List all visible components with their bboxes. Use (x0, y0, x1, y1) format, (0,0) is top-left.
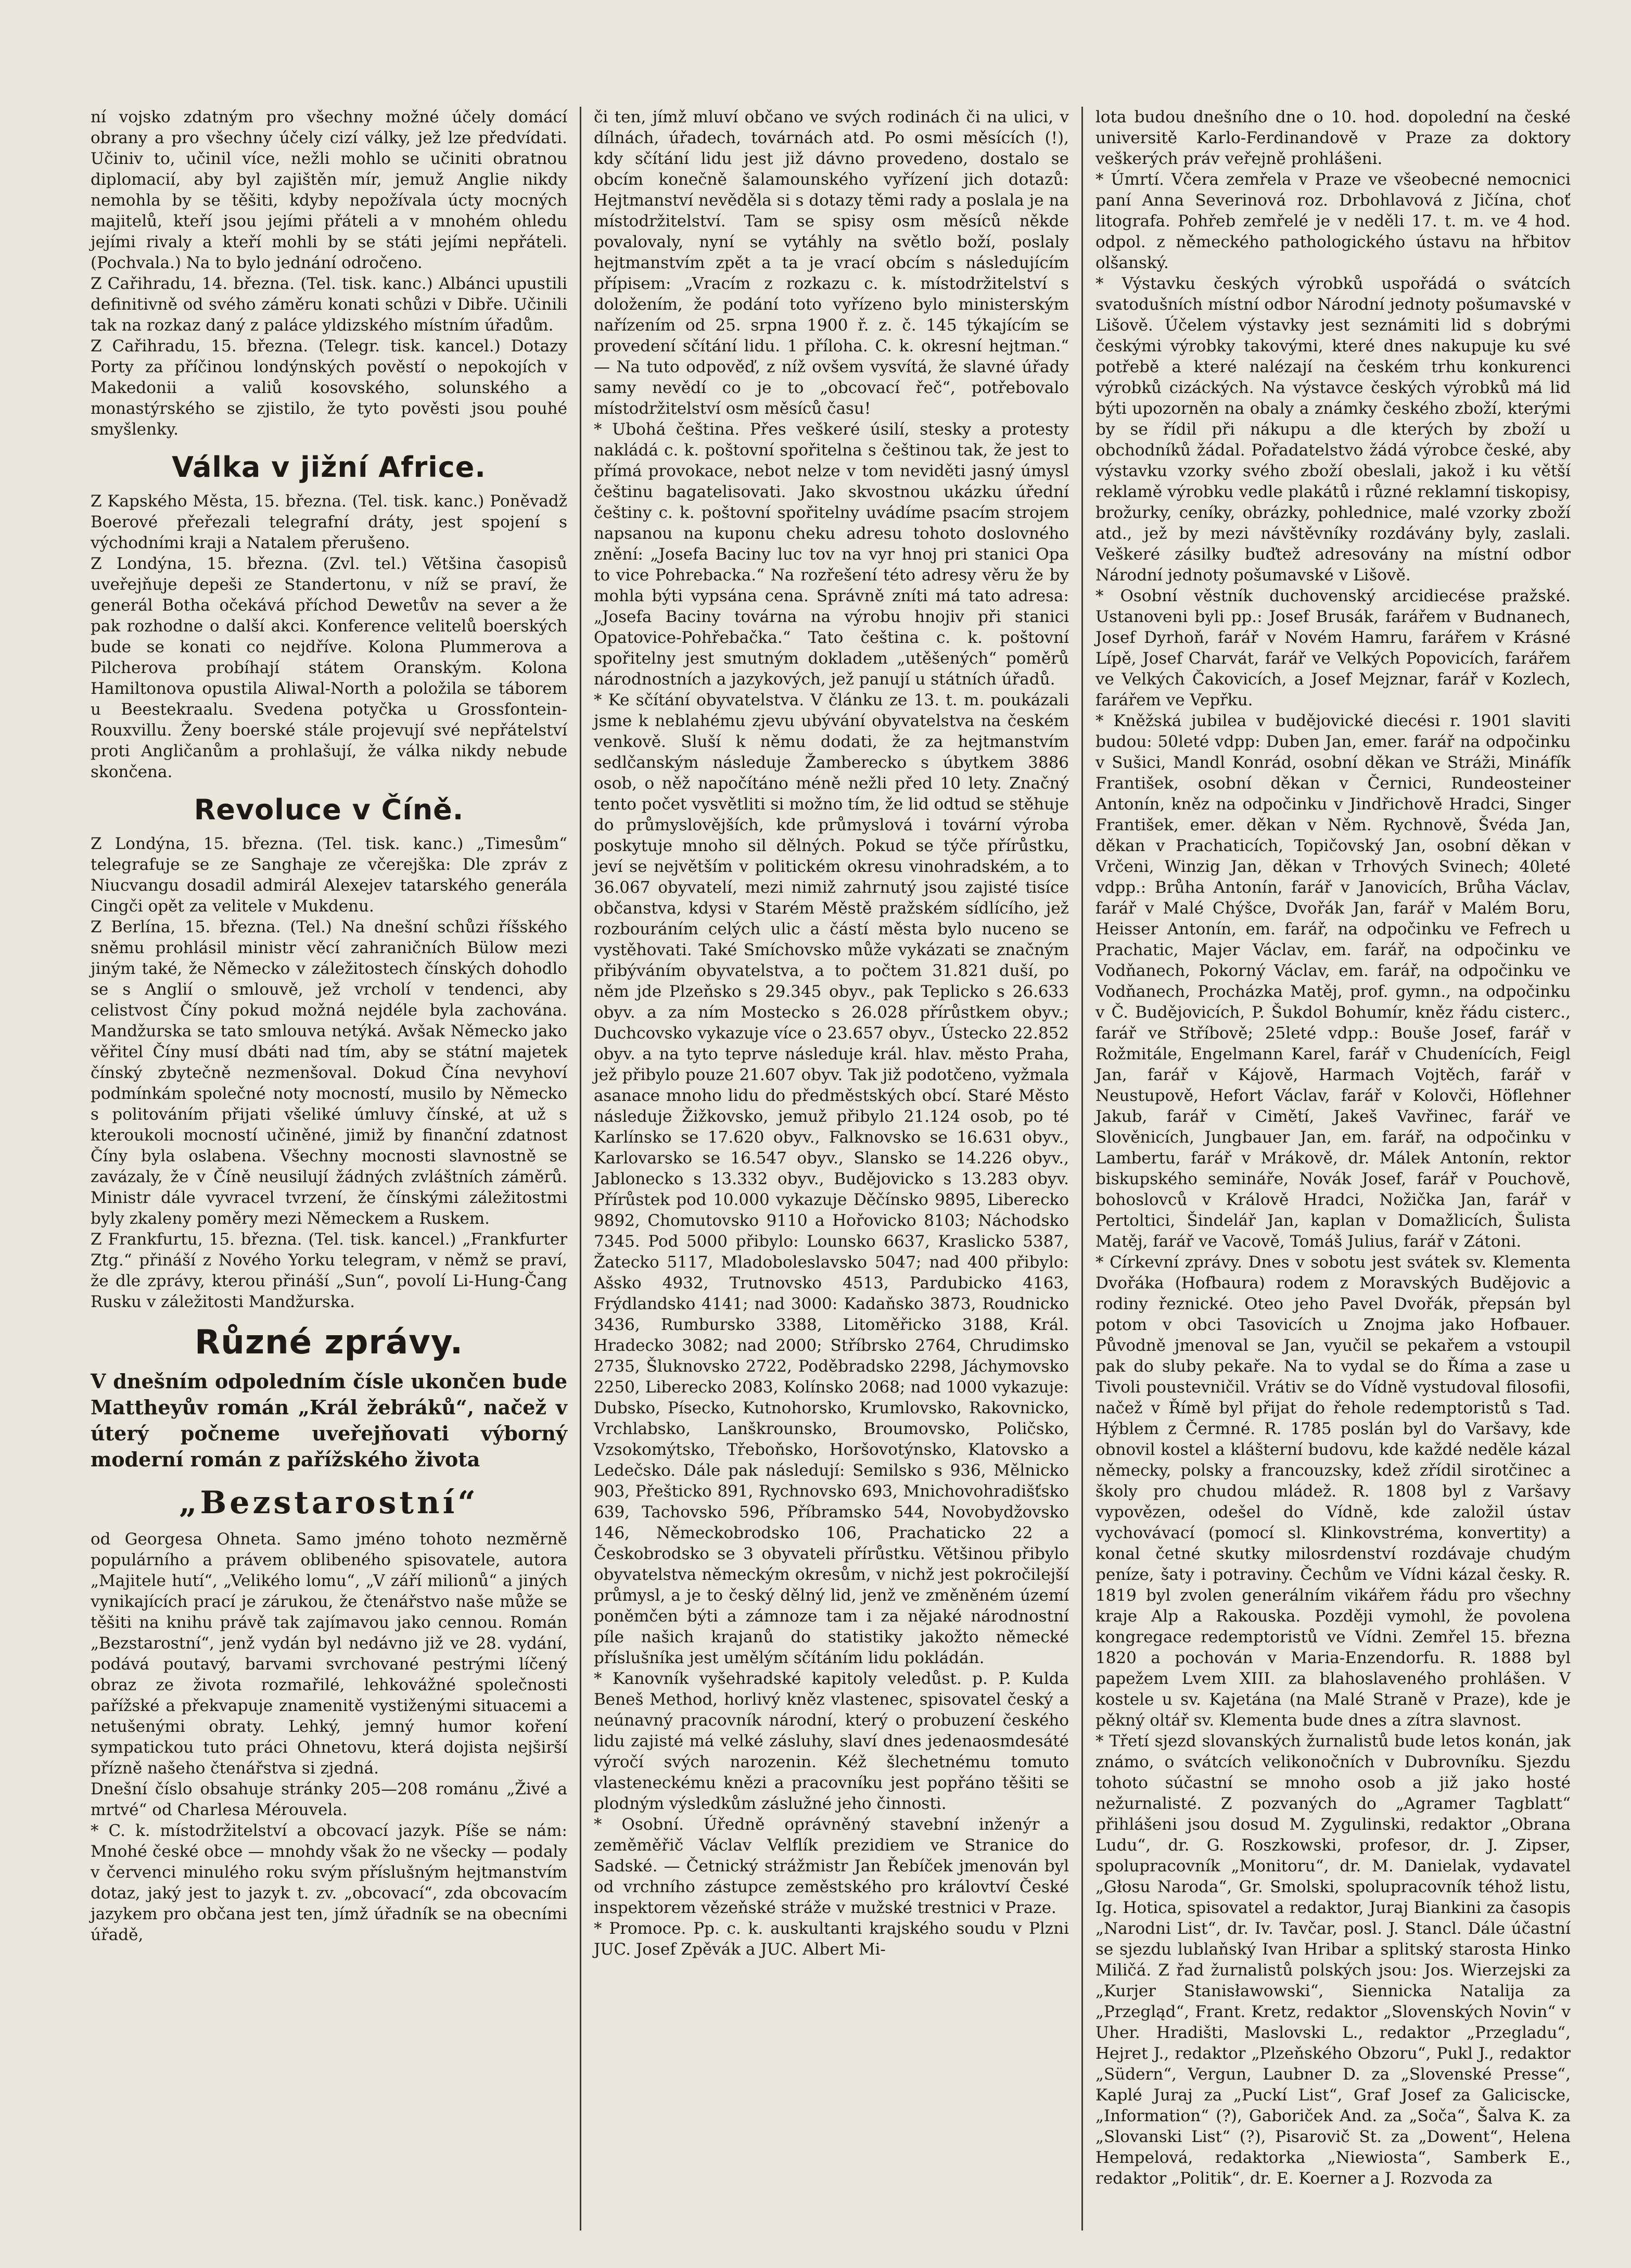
column-2 (580, 107, 1081, 2231)
article-paragraph: lota budou dnešního dne o 10. hod. dopolední na české universitě Karlo-Ferdinandově v Praze za doktory veškerých práv veřejně prohlášeni. (1095, 108, 1571, 168)
article-paragraph: * Ubohá čeština. Přes veškeré úsilí, stesky a protesty nakládá c. k. poštovní spořitelna s češtinou tak, že jest to přímá provokace, nebot nelze v tom neviděti jasný úmysl češtinu bagatelisovati. Jako skvostnou ukázku úřední češtiny c. k. poštovní spořitelny uvádíme psacím strojem napsanou na kuponu cheku adresu tohoto doslovného znění: „Josefa Baciny luc tov na vyr hnoj pri stanici Opa to vice Pohrebacka.“ Na rozřešení této adresy věru že by mohla býti vypsána cena. Správně zníti má tato adresa: „Josefa Baciny továrna na výrobu hnojiv při stanici Opatovice-Pohřebačka.“ Tato čeština c. k. poštovní spořitelny jest smutným dokladem „utěšených“ poměrů národnostních a jazykových, jež panují u státních úřadů. (594, 420, 1069, 689)
novel-notice: V dnešním odpoledním čísle ukončen bude Mattheyův román „Král žebráků“, načež v úterý počneme uveřejňovati výborný moderní román z pařížského života (91, 1370, 567, 1471)
article-paragraph: * Osobní. Úředně oprávněný stavební inženýr a zeměměřič Václav Velflík prezidiem ve Stranice do Sadské. — Četnický strážmistr Jan Řebíček jmenován byl od vrchního zástupce zeměstského pro královtví České inspektorem vězeňské stráže v mužské trestnici v Praze. (594, 1815, 1069, 1917)
article-paragraph: ní vojsko zdatným pro všechny možné účely domácí obrany a pro všechny účely cizí války, jež lze předvídati. Učiniv to, učinil více, nežli mohlo se učiniti obratnou diplomacií, aby byl zajištěn mír, jemuž Anglie nikdy nemohla by se těšiti, kdyby nepožívala úcty mocných majitelů, kteří jsou jejími přáteli a v mnohém ohledu jejími rivaly a kteří mohli by se státi jejími nepřáteli. (Pochvala.) Na to bylo jednání odročeno. (91, 108, 567, 272)
article-paragraph: * Církevní zprávy. Dnes v sobotu jest svátek sv. Klementa Dvořáka (Hofbaura) rodem z Moravských Budějovic a rodiny řeznické. Oteo jeho Pavel Dvořák, přepsán byl potom v obci Tasovicích u Znojma jako Hofbauer. Původně jmenoval se Jan, vyučil se pekařem a vstoupil pak do sluby pekaře. Na to vydal se do Říma a zase u Tivoli poustevničil. Vrátiv se do Vídně vystudoval filosofii, načež v Římě byl přijat do řehole redemptoristů s Tad. Hýblem z Čermné. R. 1785 poslán byl do Varšavy, kde obnovil kostel a klášterní budovu, kde každé neděle kázal německy, polsky a francouzsky, kdež zřídil sirotčinec a školy pro chudou mládež. R. 1808 byl z Varšavy vypovězen, odešel do Vídně, kde založil ústav vychovávací (pomocí sl. Klinkovstréma, konvertity) a konal četné skutky milosrdenství rozdávaje chudým peníze, šaty i potraviny. Čechům ve Vídni kázal česky. R. 1819 byl zvolen generálním vikářem řádu pro všechny kraje Alp a Rakouska. Později vymohl, že povolena kongregace redemptoristů ve Vídni. Zemřel 15. března 1820 a pochován v Maria-Enzendorfu. R. 1888 byl papežem Lvem XIII. za blahoslaveného prohlášen. V kostele u sv. Kajetána (na Malé Straně v Praze), kde je pěkný oltář sv. Klementa bude dnes a zítra slavnost. (1095, 1253, 1571, 1730)
columns (78, 107, 1600, 2237)
section-heading: Revoluce v Číně. (194, 793, 464, 826)
article-paragraph: * Promoce. Pp. c. k. auskultanti krajského soudu v Plzni JUC. Josef Zpěvák a JUC. Albert Mi- (594, 1919, 1069, 1959)
article-paragraph: * Výstavku českých výrobků uspořádá o svátcích svatodušních místní odbor Národní jednoty pošumavské v Lišově. Účelem výstavky jest seznámiti lid s dobrými českými výrobky takovými, které dnes nakupuje ku své potřebě a které nalézají na českém trhu konkurenci výrobků cizáckých. Na výstavce českých výrobků má lid býti upozorněn na obaly a známky českého zboží, kterými by se řídil při nákupu a dle kterých by zboží u obchodníků žádal. Pořadatelstvo žádá výrobce české, aby výstavku vzorky svého zboží obeslali, jakož i ku větší reklamě výrobku vedle plakátů i různé reklamní tiskopisy, brožurky, ceníky, obrázky, pohlednice, malé vzorky zboží atd., jež by mezi návštěvníky rozdávány byly, zaslali. Veškeré zásilky buďtež adresovány na místní odbor Národní jednoty pošumavské v Lišově. (1095, 274, 1571, 585)
article-paragraph: Z Londýna, 15. března. (Tel. tisk. kanc.) „Timesům“ telegrafuje se ze Sanghaje ze včerejška: Dle zpráv z Niucvangu dosadil admirál Alexejev tatarského generála Cingči opět za velitele v Mukdenu. (91, 834, 567, 916)
article-paragraph: Z Frankfurtu, 15. března. (Tel. tisk. kancel.) „Frankfurter Ztg.“ přináší z Nového Yorku telegram, v němž se praví, že dle zprávy, kterou přináší „Sun“, povolí Li-Hung-Čang Rusku v záležitosti Mandžurska. (91, 1230, 567, 1311)
novel-title: „Bezstarostní“ (179, 1485, 479, 1521)
article-paragraph: * C. k. místodržitelství a obcovací jazyk. Píše se nám: Mnohé české obce — mnohdy však žo ne všecky — podaly v červenci minulého roku svým příslušným hejtmanstvím dotaz, jaký jest to jazyk t. zv. „obcovací“, zda obcovacím jazykem pro občana jest ten, jímž úřadník se na obecními úřadě, (91, 1821, 567, 1944)
section-heading: Různé zprávy. (194, 1323, 464, 1362)
article-paragraph: od Georgesa Ohneta. Samo jméno tohoto nezměrně populárního a právem oblibeného spisovatele, autora „Majitele hutí“, „Velikého lomu“, „V září milionů“ a jiných vynikajících prací je zárukou, že čtenářstvo naše může se těšiti na knihu právě tak zajímavou jako cennou. Román „Bezstarostní“, jenž vydán byl nedávno již ve 28. vydání, podává poutavý, barvami svrchované pestrými líčený obraz ze života rozmařilé, lehkovážné společnosti pařížské a překvapuje znamenitě vystiženými situacemi a netušenými obraty. Lehký, jemný humor koření sympatickou tuto práci Ohnetovu, která dojista nejširší přízně našeho čtenářstva si zjedná. (91, 1530, 567, 1778)
article-paragraph: * Ke sčítání obyvatelstva. V článku ze 13. t. m. poukázali jsme k neblahému zjevu ubývání obyvatelstva na českém venkově. Sluší k němu dodati, že za hejtmanstvím sedlčanským následuje Žamberecko s úbytkem 3886 osob, o něž napočítáno méně nežli před 10 lety. Značný tento počet vysvětliti si možno tím, že lid odtud se stěhuje do průmyslovějších, kde průmyslová i tovární výroba poskytuje mnoho sil dělných. Pokud se týče přírůstku, jeví se největším v politickém okresu vinohradském, a to 36.067 obyvatelí, mezi nimiž zahrnutý jsou zajisté tisíce občanstva, kdysi v Starém Městě pražském sídlícího, jež rozbouráním celých ulic a částí města bylo nuceno se vystěhovati. Také Smíchovsko může vykázati se značným přibýváním obyvatelstva, a to počtem 31.821 duší, po něm jde Plzeňsko s 29.345 obyv., pak Teplicko s 26.633 obyv. a za ním Mostecko s 26.028 přírůstkem obyv.; Duchcovsko vykazuje více o 23.657 obyv., Ústecko 22.852 obyv. a na tyto teprve následuje král. hlav. město Praha, jež přibylo pouze 21.607 obyv. Tak již podotčeno, vyžmala asanace mnoho lidu do předměstských obcí. Staré Město následuje Žižkovsko, jemuž přibylo 21.124 osob, po té Karlínsko se 17.620 obyv., Falknovsko se 16.631 obyv., Karlovarsko se 16.547 obyv., Slansko se 14.226 obyv., Jablonecko s 13.332 obyv., Budějovicko s 13.283 obyv. Přírůstek pod 10.000 vykazuje Děčínsko 9895, Liberecko 9892, Chomutovsko 9110 a Hořovicko 8103; Náchodsko 7345. Pod 5000 přibylo: Lounsko 6637, Kraslicko 5387, Žatecko 5117, Mladoboleslavsko 5047; nad 400 přibylo: Ašsko 4932, Trutnovsko 4513, Pardubicko 4163, Frýdlandsko 4141; nad 3000: Kadaňsko 3873, Roudnicko 3436, Rumbursko 3388, Litoměřicko 3188, Král. Hradecko 3082; nad 2000; Stříbrsko 2764, Chrudimsko 2735, Šluknovsko 2722, Poděbradsko 2298, Jáchymovsko 2250, Liberecko 2083, Kolínsko 2068; nad 1000 vykazuje: Dubsko, Písecko, Kutnohorsko, Krumlovsko, Rakovnicko, Vrchlabsko, Lanškrounsko, Broumovsko, Poličsko, Vzsokomýtsko, Třeboňsko, Horšovotýnsko, Klatovsko a Ledečsko. Dále pak následují: Semilsko s 936, Mělnicko 903, Přešticko 891, Rychnovsko 693, Mnichovohradišťsko 639, Tachovsko 596, Příbramsko 544, Novobydžovsko 146, Německobrodsko 106, Prachaticko 22 a Českobrodsko se 3 obyvateli přírůstku. Většinou přibylo obyvatelstva německým okresům, v nichž jest pokročilejší průmysl, a je to český dělný lid, jenž ve změněném území poněmčen býti a zámnoze tam i za nějaké národnostní píle našich krajanů do statistiky jakožto německé příslušníka jest umělým sčítáním lidu pokládán. (594, 691, 1069, 1667)
article-paragraph: * Úmrtí. Včera zemřela v Praze ve všeobecné nemocnici paní Anna Severinová roz. Drbohlavová z Jičína, choť litografa. Pohřeb zemřelé je v neděli 17. t. m. ve 4 hod. odpol. z německého pathologického ústavu na hřbitov olšanský. (1095, 170, 1571, 272)
article-paragraph: * Osobní věstník duchovenský arcidiecése pražské. Ustanoveni byli pp.: Josef Brusák, farářem v Budnanech, Josef Dyrhoň, farář v Novém Hamru, farářem v Krásné Lípě, Josef Charvát, farář ve Velkých Popovicích, farářem ve Velkých Čakovicích, a Josef Mejznar, farář v Kozlech, farářem ve Vepřku. (1095, 587, 1571, 709)
article-paragraph: či ten, jímž mluví občano ve svých rodinách či na ulici, v dílnách, úřadech, továrnách atd. Po osmi měsících (!), kdy sčítání lidu jest již dávno provedeno, dostalo se obcím konečně šalamounského vyřízení jich dotazů: Hejtmanství nevěděla si s dotazy těmi rady a poslala je na místodržitelství. Tam se spisy osm měsíců někde povalovaly, nyní se vytáhly na světlo boží, poslaly hejtmanstvím zpět a ta je vrací obcím s následujícím přípisem: „Vracím z rozkazu c. k. místodržitelství s doložením, že podání toto vyřízeno bylo ministerským nařízením od 25. srpna 1900 ř. z. č. 145 týkajícím se provedení sčítání lidu. 1 příloha. C. k. okresní hejtman.“ — Na tuto odpověď, z níž ovšem vysvítá, že slavné úřady samy nevědí co je to „obcovací řeč“, potřebovalo místodržitelství osm měsíců času! (594, 108, 1069, 418)
article-paragraph: * Třetí sjezd slovanských žurnalistů bude letos konán, jak známo, o svátcích velikonočních v Dubrovníku. Sjezdu tohoto súčastní se mnoho osob a již jako hosté nežurnalisté. Z pozvaných do „Agramer Tagblatt“ přihlášeni jsou dosud M. Zygulinski, redaktor „Obrana Ludu“, dr. G. Roszkowski, profesor, dr. J. Zipser, spolupracovník „Monitoru“, dr. M. Danielak, vydavatel „Głosu Naroda“, Gr. Smolski, spolupracovník téhož listu, Ig. Hotica, spisovatel a redaktor, Juraj Biankini za časopis „Narodni List“, dr. Iv. Tavčar, posl. J. Stancl. Dále účastní se sjezdu lublaňský Ivan Hribar a splitský starosta Hinko Miličá. Z řad žurnalistů polských jsou: Jos. Wierzejski za „Kurjer Stanisławowski“, Siennicka Natalija za „Przegląd“, Frant. Kretz, redaktor „Slovenských Novin“ v Uher. Hradišti, Maslovski L., redaktor „Przegladu“, Hejret J., redaktor „Plzeňského Obzoru“, Pukl J., redaktor „Südern“, Vergun, Laubner D. za „Slovenské Presse“, Kaplé Juraj za „Puckí List“, Graf Josef za Galiciscke, „Information“ (?), Gaboriček And. za „Soča“, Šalva K. za „Slovanski List“ (?), Pisarovič St. za „Dowent“, Helena Hempelová, redaktorka „Niewiosta“, Samberk E., redaktor „Politik“, dr. E. Koerner a J. Rozvoda za (1095, 1732, 1571, 2188)
column-1 (78, 107, 580, 2231)
article-paragraph: Z Kapského Města, 15. března. (Tel. tisk. kanc.) Poněvadž Boerové přeřezali telegrafní dráty, jest spojení s východními kraji a Natalem přerušeno. (91, 492, 567, 552)
article-paragraph: Dnešní číslo obsahuje stránky 205—208 románu „Živé a mrtvé“ od Charlesa Mérouvela. (91, 1780, 567, 1819)
article-paragraph: * Kanovník vyšehradské kapitoly veledůst. p. P. Kulda Beneš Method, horlivý kněz vlastenec, spisovatel český a neúnavný pracovník národní, který o probuzení českého lidu zajisté má velké zásluhy, slaví dnes jedenaosmdesáté výročí svých narozenin. Kéž šlechetnému tomuto vlasteneckému knězi a pracovníku jest popřáno těšiti se plodným výsledkům záslužné jeho činnosti. (594, 1669, 1069, 1813)
article-paragraph: Z Cařihradu, 15. března. (Telegr. tisk. kancel.) Dotazy Porty za příčinou londýnských pověstí o nepokojích v Makedonii a valiů kosovského, solunského a monastýrského se zjistilo, že tyto pověsti jsou pouhé smyšlenky. (91, 337, 567, 439)
article-paragraph: Z Cařihradu, 14. března. (Tel. tisk. kanc.) Albánci upustili definitivně od svého záměru konati schůzi v Dibře. Učinili tak na rozkaz daný z paláce yldizského místním úřadům. (91, 274, 567, 335)
column-3 (1081, 107, 1583, 2231)
article-paragraph: * Kněžská jubilea v budějovické diecési r. 1901 slaviti budou: 50leté vdpp: Duben Jan, emer. farář na odpočinku v Sušici, Mandl Konrád, osobní děkan ve Stráži, Mináfík František, osobní děkan v Černici, Rundeosteiner Antonín, kněz na odpočinku v Jindřichově Hradci, Singer František, emer. děkan v Něm. Rychnově, Švéda Jan, děkan v Prachaticích, Topičovský Jan, osobní děkan v Vrčeni, Winzig Jan, děkan v Trhových Svinech; 40leté vdpp.: Brůha Antonín, farář v Janovicích, Brůha Václav, farář v Malé Chýšce, Dvořák Jan, farář v Malém Boru, Heisser Antonín, em. farář, na odpočinku ve Fefrech u Prachatic, Majer Václav, em. farář, na odpočinku ve Vodňanech, Pokorný Václav, em. farář, na odpočinku ve Vodňanech, Procházka Matěj, prof. gymn., na odpočinku v Č. Budějovicích, P. Šukdol Bohumír, kněz řádu cisterc., farář ve Stříbově; 25leté vdpp.: Bouše Josef, farář v Rožmitále, Engelmann Karel, farář v Chudenících, Feigl Jan, farář v Kájově, Harmach Vojtěch, farář v Neustupově, Hefort Václav, farář v Kolovči, Höflehner Jakub, farář v Cimětí, Jakeš Vavřinec, farář ve Slověnicích, Jungbauer Jan, em. farář, na odpočinku v Lambertu, farář v Mrákově, dr. Málek Antonín, rektor biskupského semináře, Novák Josef, farář v Pouchově, bohoslovců v Králově Hradci, Nožička Jan, farář v Pertoltici, Šindelář Jan, kaplan v Domažlicích, Šulista Matěj, farář ve Vacově, Tomáš Julius, farář v Zátoni. (1095, 712, 1571, 1251)
article-paragraph: Z Londýna, 15. března. (Zvl. tel.) Většina časopisů uveřejňuje depeši ze Standertonu, v níž se praví, že generál Botha očekává příchod Dewetův na sever a že pak rozhodne o další akci. Konference velitelů boerských bude se konati co nejdříve. Kolona Plummerova a Pilcherova probíhají státem Oranským. Kolona Hamiltonova opustila Aliwal-North a položila se táborem u Beestekraalu. Svedena potyčka u Grossfontein-Rouxvillu. Ženy boerské stále projevují své nepřátelství proti Angličanům a prohlašují, že válka nikdy nebude skončena. (91, 554, 567, 781)
article-paragraph: Z Berlína, 15. března. (Tel.) Na dnešní schůzi říšského sněmu prohlásil ministr věcí zahraničních Bülow mezi jiným také, že Německo v záležitostech čínských dohodlo se s Anglií o smlouvě, jež vrcholí v tendenci, aby celistvost Číny pokud možná nejdéle byla zachována. Mandžurska se tato smlouva netýká. Avšak Německo jako věřitel Číny musí dbáti nad tím, aby se státní majetek čínský zbytečně nezmenšoval. Dokud Čína nevyhoví podmínkám společné noty mocností, musilo by Německo s politováním přijati všeliké úmluvy čínské, at už s kteroukoli mocností učiněné, jimiž by finanční zdatnost Číny byla oslabena. Všechny mocnosti slavnostně se zavázaly, že v Číně neusilují žádných zvláštních záměrů. Ministr dále vyvracel tvrzení, že čínskými záležitostmi byly zkaleny poměry mezi Německem a Ruskem. (91, 918, 567, 1228)
section-heading: Válka v jižní Africe. (172, 451, 486, 484)
